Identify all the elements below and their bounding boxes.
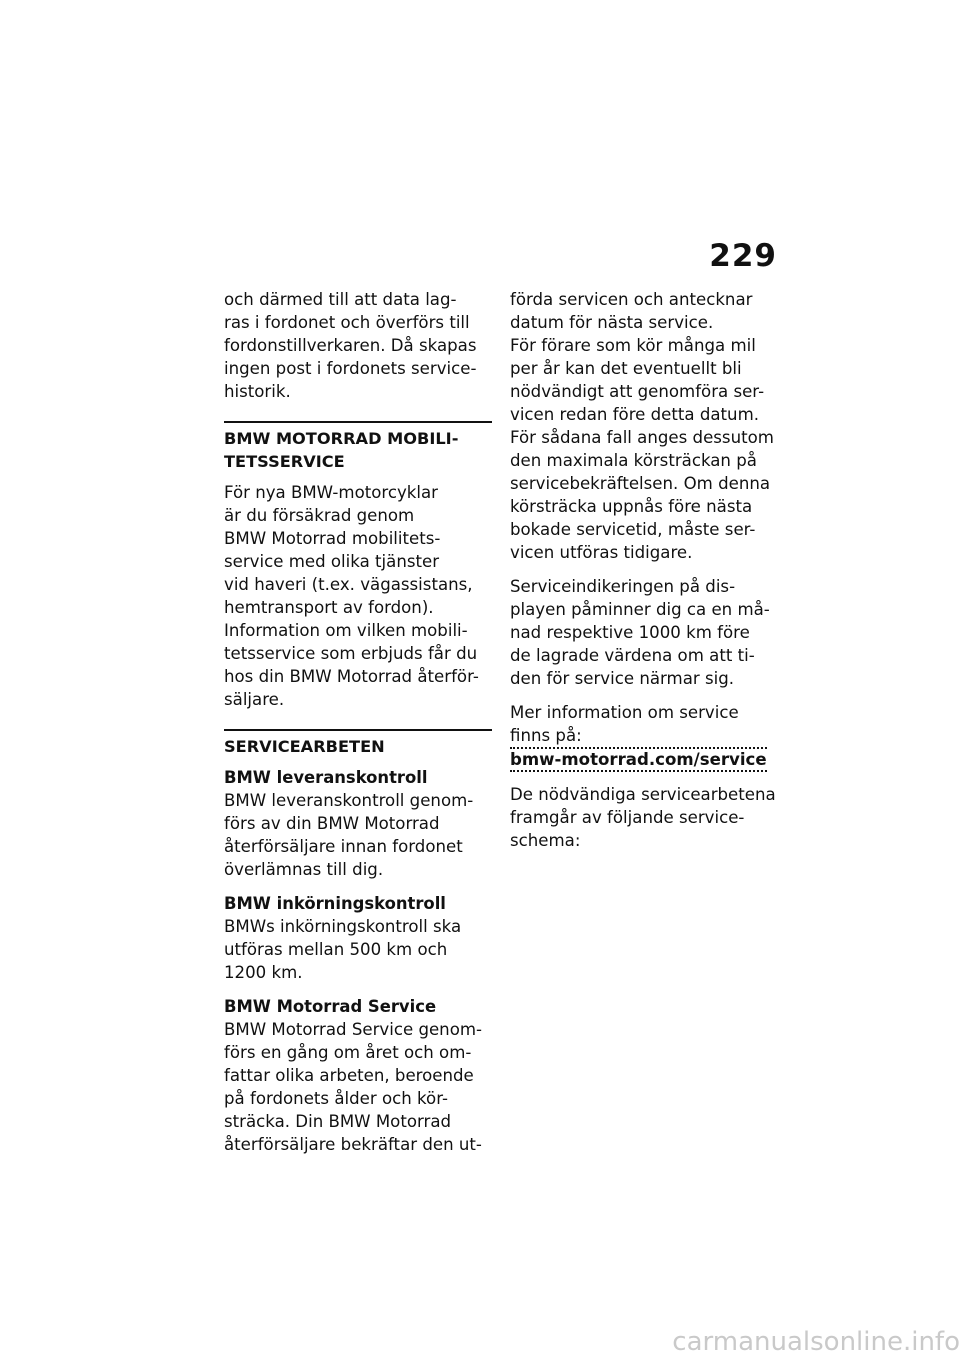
text-line: per år kan det eventuellt bli xyxy=(510,359,742,378)
text-line: BMW Motorrad Service genom- xyxy=(224,1020,483,1039)
text-line: schema: xyxy=(510,831,581,850)
text-line: överlämnas till dig. xyxy=(224,860,384,879)
text-line: nad respektive 1000 km före xyxy=(510,623,750,642)
text-line: är du försäkrad genom xyxy=(224,506,415,525)
text-line: BMW leveranskontroll genom- xyxy=(224,791,474,810)
text-line: de lagrade värdena om att ti- xyxy=(510,646,755,665)
text-line: Serviceindikeringen på dis- xyxy=(510,577,736,596)
text-line: fordonstillverkaren. Då skapas xyxy=(224,336,477,355)
text-line: historik. xyxy=(224,382,291,401)
text-line: hemtransport av fordon). xyxy=(224,598,434,617)
text-line: återförsäljare innan fordonet xyxy=(224,837,463,856)
text-line: körsträcka uppnås före nästa xyxy=(510,497,753,516)
text-line: Mer information om service xyxy=(510,703,739,722)
heading-line: SERVICEARBETEN xyxy=(224,737,385,756)
text-line: säljare. xyxy=(224,690,285,709)
text-line: För sådana fall anges dessutom xyxy=(510,428,774,447)
text-line: utföras mellan 500 km och xyxy=(224,940,448,959)
service-indicator-paragraph xyxy=(510,575,780,690)
text-line: Information om vilken mobili- xyxy=(224,621,468,640)
text-line: hos din BMW Motorrad återför- xyxy=(224,667,479,686)
text-line: BMWs inkörningskontroll ska xyxy=(224,917,462,936)
text-line: datum för nästa service. xyxy=(510,313,714,332)
watermark: carmanualsonline.info xyxy=(672,1327,960,1357)
text-line: service med olika tjänster xyxy=(224,552,440,571)
subheading-running-in-check: BMW inkörningskontroll xyxy=(224,894,446,913)
text-line: bokade servicetid, måste ser- xyxy=(510,520,756,539)
text-line: den för service närmar sig. xyxy=(510,669,735,688)
delivery-check-paragraph xyxy=(224,789,492,881)
intro-paragraph xyxy=(224,288,492,403)
text-line: servicebekräftelsen. Om denna xyxy=(510,474,771,493)
service-record-paragraph xyxy=(510,288,780,564)
subheading-delivery-check: BMW leveranskontroll xyxy=(224,768,428,787)
text-line: återförsäljare bekräftar den ut- xyxy=(224,1135,482,1154)
text-line: ras i fordonet och överförs till xyxy=(224,313,470,332)
text-line: BMW Motorrad mobilitets- xyxy=(224,529,441,548)
motorrad-service-paragraph xyxy=(224,1018,492,1156)
text-line: För förare som kör många mil xyxy=(510,336,756,355)
mobility-paragraph xyxy=(224,481,492,711)
text-line: förs av din BMW Motorrad xyxy=(224,814,440,833)
text-line: och därmed till att data lag- xyxy=(224,290,457,309)
text-line: förda servicen och antecknar xyxy=(510,290,753,309)
page-number: 229 xyxy=(709,238,777,274)
text-line: De nödvändiga servicearbetena xyxy=(510,785,776,804)
more-info-paragraph xyxy=(510,701,780,747)
text-line: nödvändigt att genomföra ser- xyxy=(510,382,765,401)
text-line: framgår av följande service- xyxy=(510,808,745,827)
text-line: på fordonets ålder och kör- xyxy=(224,1089,448,1108)
subheading-motorrad-service: BMW Motorrad Service xyxy=(224,997,437,1016)
right-column xyxy=(510,288,780,863)
section-heading xyxy=(224,735,492,758)
section-mobility-service xyxy=(224,421,492,473)
schedule-paragraph xyxy=(510,783,780,852)
text-line: fattar olika arbeten, beroende xyxy=(224,1066,474,1085)
text-line: vicen utföras tidigare. xyxy=(510,543,693,562)
text-line: förs en gång om året och om- xyxy=(224,1043,472,1062)
running-in-paragraph xyxy=(224,915,492,984)
section-service-work xyxy=(224,729,492,758)
heading-line: TETSSERVICE xyxy=(224,452,345,471)
service-link[interactable]: bmw-motorrad.com/service xyxy=(510,747,767,772)
text-line: tetsservice som erbjuds får du xyxy=(224,644,478,663)
heading-line: BMW MOTORRAD MOBILI- xyxy=(224,429,459,448)
section-heading xyxy=(224,427,492,473)
text-line: För nya BMW-motorcyklar xyxy=(224,483,438,502)
text-line: 1200 km. xyxy=(224,963,303,982)
text-line: playen påminner dig ca en må- xyxy=(510,600,770,619)
text-line: finns på: xyxy=(510,726,582,745)
text-line: den maximala körsträckan på xyxy=(510,451,757,470)
text-line: vicen redan före detta datum. xyxy=(510,405,760,424)
left-column xyxy=(224,288,492,1167)
text-line: vid haveri (t.ex. vägassistans, xyxy=(224,575,473,594)
text-line: sträcka. Din BMW Motorrad xyxy=(224,1112,452,1131)
text-line: ingen post i fordonets service- xyxy=(224,359,477,378)
